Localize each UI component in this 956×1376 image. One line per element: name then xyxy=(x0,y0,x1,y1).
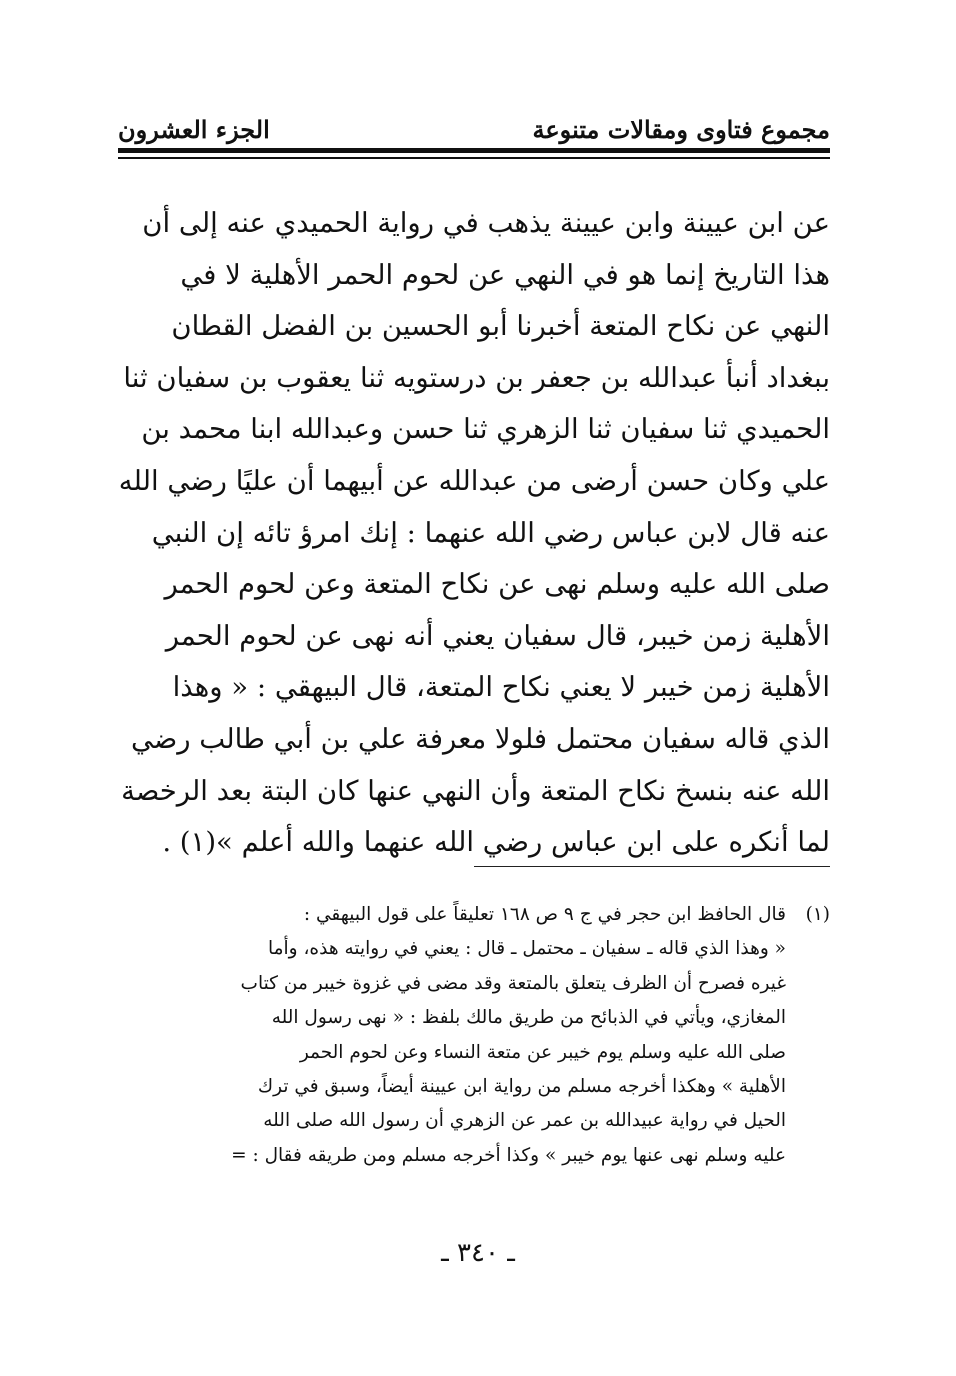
footnote-line xyxy=(118,1070,830,1104)
running-header xyxy=(118,100,830,144)
text-line: ببغداد أنبأ عبدالله بن جعفر بن درستويه ثنا يعقوب بن سفيان ثنا xyxy=(123,361,830,394)
text-line: علي وكان حسن أرضى من عبدالله عن أبيهما أن عليًا رضي الله xyxy=(118,464,830,497)
footnote-line xyxy=(118,932,830,966)
main-text xyxy=(118,198,830,869)
text-line: عنه قال لابن عباس رضي الله عنهما : إنك امرؤ تائه إن النبي xyxy=(151,516,830,549)
footnote-marker: (١) xyxy=(805,904,830,925)
footnote-text: الحيل في رواية عبيدالله بن عمر عن الزهري أن رسول الله صلى الله xyxy=(263,1110,786,1132)
page-number: ـ ٣٤٠ ـ xyxy=(441,1238,515,1268)
footnote-line xyxy=(118,1036,830,1070)
book-title: مجموع فتاوى ومقالات متنوعة xyxy=(532,115,830,144)
footnote-line xyxy=(118,1104,830,1138)
header-rule-thin xyxy=(118,157,830,159)
footnote-line xyxy=(118,898,830,932)
text-line: الذي قاله سفيان محتمل فلولا معرفة علي بن أبي طالب رضي xyxy=(130,722,830,755)
text-line: النهي عن نكاح المتعة أخبرنا أبو الحسين بن الفضل القطان xyxy=(171,310,830,343)
footnote-text: غيره فصرح أن الظرف يتعلق بالمتعة وقد مضى في غزوة خيبر من كتاب xyxy=(240,972,786,994)
footnote-text: الأهلية » وهكذا أخرجه مسلم من رواية ابن عيينة أيضاً، وسبق في ترك xyxy=(257,1076,786,1098)
text-line: هذا التاريخ إنما هو في النهي عن لحوم الحمر الأهلية لا في xyxy=(180,258,830,291)
text-line: صلى الله عليه وسلم نهى عن نكاح المتعة وعن لحوم الحمر xyxy=(164,568,830,601)
text-line: الأهلية زمن خيبر، قال سفيان يعني أنه نهى عن لحوم الحمر xyxy=(165,619,830,652)
text-line: الله عنه بنسخ نكاح المتعة وأن النهي عنها كان البتة بعد الرخصة xyxy=(121,774,830,807)
text-line: الحميدي ثنا سفيان ثنا الزهري ثنا حسن وعبدالله ابنا محمد بن xyxy=(141,413,830,446)
footnote-separator xyxy=(474,866,830,867)
volume-label: الجزء العشرون xyxy=(118,115,270,144)
footnote-line xyxy=(118,1001,830,1035)
text-line: عن ابن عيينة وابن عيينة يذهب في رواية الحميدي عنه إلى أن xyxy=(142,207,830,239)
header-rule-thick xyxy=(118,148,830,153)
footnote-text: قال الحافظ ابن حجر في ج ٩ ص ١٦٨ تعليقاً على قول البيهقي : xyxy=(303,904,786,925)
footnote-line xyxy=(118,1139,830,1173)
footnote-line xyxy=(118,967,830,1001)
footnote-text: عليه وسلم نهى عنها يوم خيبر » وكذا أخرجه مسلم ومن طريقه فقال : = xyxy=(231,1144,786,1166)
footnote-text: المغازي، ويأتي في الذبائح من طريق مالك بلفظ : « نهى رسول الله xyxy=(271,1007,786,1029)
footnote xyxy=(118,898,830,1173)
text-line: الأهلية زمن خيبر لا يعني نكاح المتعة، قال البيهقي : « وهذا xyxy=(172,671,830,704)
footnote-text: صلى الله عليه وسلم يوم خيبر عن متعة النساء وعن لحوم الحمر xyxy=(299,1041,786,1063)
text-line: لما أنكره على ابن عباس رضي الله عنهما والله أعلم »(١) . xyxy=(162,826,830,859)
footnote-text: « وهذا الذي قاله ـ سفيان ـ محتمل ـ قال : يعني في روايته هذه، وأما xyxy=(267,938,786,960)
